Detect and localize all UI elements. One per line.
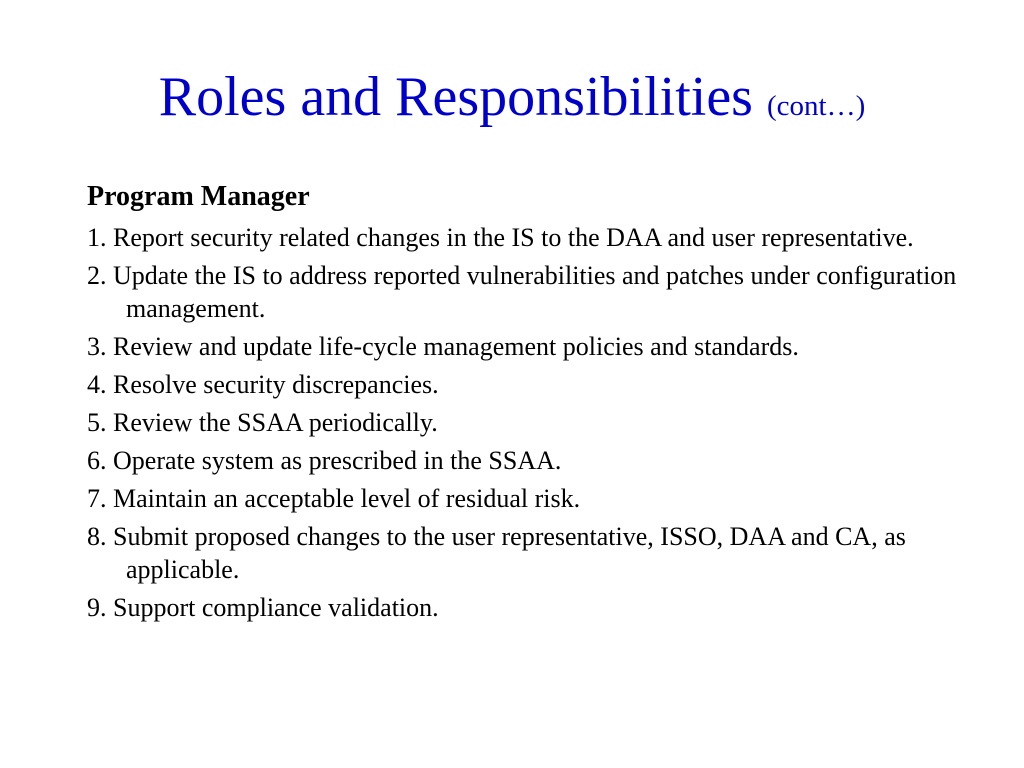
list-item: 7. Maintain an acceptable level of residual risk. xyxy=(87,484,581,513)
slide-title-main: Roles and Responsibilities xyxy=(158,66,753,128)
slide-title xyxy=(0,62,1024,141)
list-item: 1. Report security related changes in the IS to the DAA and user representative. xyxy=(87,223,914,252)
responsibility-list xyxy=(87,221,967,624)
list-item: 6. Operate system as prescribed in the SSAA. xyxy=(87,446,562,475)
list-item: 5. Review the SSAA periodically. xyxy=(87,408,438,437)
slide-body xyxy=(87,179,967,629)
list-item: 8. Submit proposed changes to the user representative, ISSO, DAA and CA, as applicable. xyxy=(87,522,906,584)
list-item: 2. Update the IS to address reported vulnerabilities and patches under configuration management. xyxy=(87,261,957,323)
slide-title-suffix: (cont…) xyxy=(766,90,866,122)
list-item: 4. Resolve security discrepancies. xyxy=(87,370,439,399)
list-item: 9. Support compliance validation. xyxy=(87,593,439,622)
section-heading: Program Manager xyxy=(87,181,310,212)
list-item: 3. Review and update life-cycle management policies and standards. xyxy=(87,332,799,361)
